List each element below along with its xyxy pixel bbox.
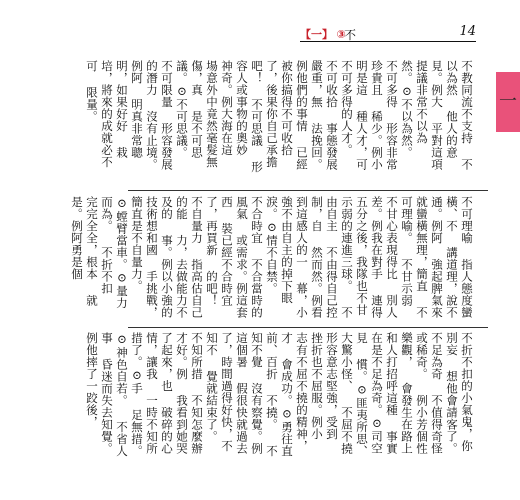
page-header xyxy=(300,26,476,52)
chapter-tab: 一 xyxy=(496,72,520,132)
section-bracket: 【一】 xyxy=(300,28,333,41)
dictionary-block-top: 不教同流不支持 不以為然 他人的意見。例大 平對這項提議非常不以為 然。⊙不以為然。 不可多得 形容非常珍貴且 稀少。例小明是這 種人才，可不可多得的人才。 不可收拾 事態發展嚴重，無 法挽回。例他們的事情 已經被你搞得不可收拾 了，後果你自己承擔吧！ 不可思議 形容人或事物的奧妙 神奇。例大海在這 場意外中竟然毫髮無傷，真 是不可思議。⊙不可思議。 不可限量 形容發展的潛力 沒有止境。例阿 明真非常聰明，如果好好 栽培，將來的成就必不可 限量。 xyxy=(85,60,474,173)
section-number: ③ xyxy=(336,28,346,41)
page-number: 14 xyxy=(459,24,476,39)
header-title: 不 xyxy=(344,28,357,42)
section-divider-2 xyxy=(128,327,488,328)
dictionary-block-bottom: 不折不扣的小氣鬼，你別妄 想他會請客了。 不足為奇 不值得奇怪或稀奇。 例小芳個性樂觀， 會發生在路上和人打招呼這種 事實在是不足為奇。⊙司空見 慣。⊙匪夷所思、大驚小怪、 不屈不撓 形容意志堅強，受到 挫折也不屈服。例小 志有不屈不撓的精神，才 會成功。⊙勇往直前、百折 不撓。 不知不覺 沒有察覺。例這個暑 假很快就過去了，時間過得好快，不知不 覺就結束了。 不知所措 不知怎麼辦才好。例 我看到她哭了起來，也 破碎的心情，讓我 一時不知所措了。⊙手 足無措。⊙神色自若。 不省人事 昏迷而失去知覺。 例他摔了一跤後， xyxy=(85,332,474,457)
header-rule xyxy=(300,41,476,42)
section-label xyxy=(300,26,346,42)
dictionary-block-middle: 不可理喻 指人態度蠻橫、不 講道理，說不通。例阿 強起脾氣來就蠻橫無理，簡直 不可理喻。 不甘示弱 不甘心表現得比 別人差。例我在對手 連得五分之後，我隊也不甘 示弱的連進三球。 不由自主 不由得自己控制，自 然而然。例看到這感人的一 幕，小強不由自主的掉下眼 淚。⊙情不自禁。 不合時宜 不合當時的風氣 或需求。例這套西 裝已經不合時宜了，再買新 的吧！ 不自量力 指高估自己的能 力，去做能力不及的 事。例以小強的技術想和國 手挑戰，簡直是不自量力。 ⊙螳臂當車。⊙量力而為。 不折不扣 完完全全，根本 就是。例阿勇是個 xyxy=(70,196,474,319)
section-divider-1 xyxy=(128,190,488,191)
